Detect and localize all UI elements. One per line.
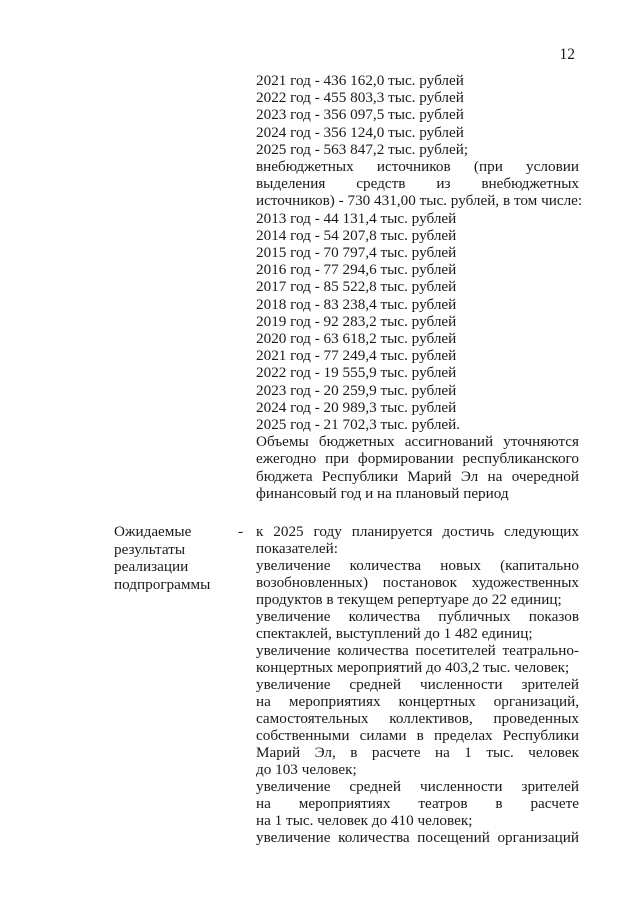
result-text-line: спектаклей, выступлений до 1 482 единиц; [256, 625, 533, 642]
result-text-line: продуктов в текущем репертуаре до 22 единиц; [256, 591, 562, 608]
result-text-line: увеличение количества публичных показов [256, 608, 579, 625]
extrabudget-year-line: 2023 год - 20 259,9 тыс. рублей [256, 381, 457, 399]
result-text-line: Марий Эл, в расчете на 1 тыс. человек [256, 744, 579, 761]
extrabudget-year-line: 2024 год - 20 989,3 тыс. рублей [256, 398, 457, 416]
result-text-line: до 103 человек; [256, 761, 357, 778]
result-text-line: на мероприятиях концертных организаций, [256, 693, 579, 710]
extrabudget-year-line: 2017 год - 85 522,8 тыс. рублей [256, 278, 457, 296]
label-line: Ожидаемые [114, 523, 192, 540]
result-text-line: самостоятельных коллективов, проведенных [256, 710, 579, 727]
budget-year-line: 2022 год - 455 803,3 тыс. рублей [256, 89, 464, 107]
result-text-line: на 1 тыс. человек до 410 человек; [256, 812, 473, 829]
note-line: бюджета Республики Марий Эл на очередной [256, 467, 579, 485]
page-number: 12 [559, 46, 575, 63]
extrabudget-year-line: 2020 год - 63 618,2 тыс. рублей [256, 330, 457, 348]
expected-results-label [114, 523, 210, 593]
extrabudget-year-line: 2014 год - 54 207,8 тыс. рублей [256, 226, 457, 244]
result-text-line: возобновленных) постановок художественных [256, 574, 579, 591]
budget-year-line: 2023 год - 356 097,5 тыс. рублей [256, 106, 464, 124]
result-text-line: увеличение средней численности зрителей [256, 778, 579, 795]
budget-year-line: 2021 год - 436 162,0 тыс. рублей [256, 72, 464, 89]
funding-block [256, 72, 583, 502]
result-text-line: собственными силами в пределах Республики [256, 727, 579, 744]
expected-results-text [256, 523, 579, 846]
extrabudget-year-line: 2021 год - 77 249,4 тыс. рублей [256, 347, 457, 365]
note-last-line: финансовый год и на плановый период [256, 484, 509, 502]
extrabudget-intro-line: внебюджетных источников (при условии [256, 158, 579, 176]
extrabudget-intro-line: выделения средств из внебюджетных [256, 175, 579, 193]
extrabudget-year-line: 2013 год - 44 131,4 тыс. рублей [256, 209, 457, 227]
extrabudget-year-line: 2015 год - 70 797,4 тыс. рублей [256, 244, 457, 262]
extrabudget-year-line: 2016 год - 77 294,6 тыс. рублей [256, 261, 457, 279]
extrabudget-year-line: 2018 год - 83 238,4 тыс. рублей [256, 295, 457, 313]
extrabudget-year-line: 2019 год - 92 283,2 тыс. рублей [256, 312, 457, 330]
result-text-line: увеличение количества посетителей театрально- [256, 642, 579, 659]
result-text-line: увеличение количества посещений организаций [256, 829, 579, 846]
result-text-line: к 2025 году планируется достичь следующих [256, 523, 579, 540]
note-line: Объемы бюджетных ассигнований уточняются [256, 433, 579, 451]
extrabudget-total: источников) - 730 431,00 тыс. рублей, в том числе: [256, 192, 583, 210]
result-text-line: увеличение количества новых (капитально [256, 557, 579, 574]
extrabudget-year-line: 2022 год - 19 555,9 тыс. рублей [256, 364, 457, 382]
result-text-line: концертных мероприятий до 403,2 тыс. человек; [256, 659, 570, 676]
result-text-line: показателей: [256, 540, 339, 557]
budget-year-line: 2024 год - 356 124,0 тыс. рублей [256, 123, 464, 141]
label-dash: - [238, 523, 244, 540]
label-line: реализации [114, 558, 189, 576]
label-line: подпрограммы [114, 575, 211, 593]
result-text-line: на мероприятиях театров в расчете [256, 795, 579, 812]
extrabudget-year-line: 2025 год - 21 702,3 тыс. рублей. [256, 416, 461, 434]
budget-year-line: 2025 год - 563 847,2 тыс. рублей; [256, 140, 469, 158]
result-text-line: увеличение средней численности зрителей [256, 676, 579, 693]
note-line: ежегодно при формировании республиканского [256, 450, 579, 468]
label-line: результаты [114, 540, 186, 558]
